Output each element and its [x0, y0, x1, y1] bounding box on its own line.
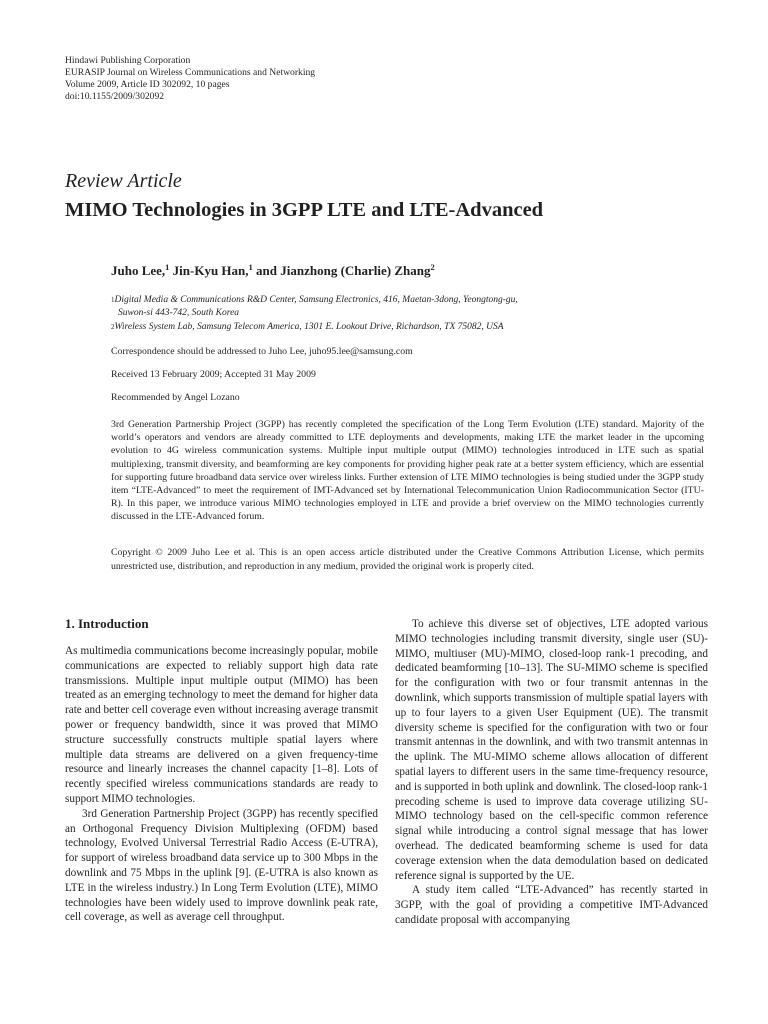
section-heading: 1. Introduction — [65, 616, 149, 631]
right-column — [395, 617, 708, 928]
doi: doi:10.1155/2009/302092 — [65, 91, 165, 102]
received-date: Received 13 February 2009; Accepted 31 May 2009 — [111, 369, 316, 380]
copyright-notice: Copyright © 2009 Juho Lee et al. This is an open access article distributed under the Creative Commons Attribution License, which permits unrestricted use, distribution, and reproduction in any medium, provided the original work is properly cited. — [111, 547, 704, 572]
affiliation-1 — [111, 294, 711, 320]
affiliation-2 — [111, 321, 711, 334]
paper-title: MIMO Technologies in 3GPP LTE and LTE-Advanced — [65, 199, 544, 221]
journal-header — [65, 55, 565, 103]
affiliation-mark: 1 — [111, 296, 115, 304]
author-name: and Jianzhong (Charlie) Zhang — [252, 263, 431, 278]
affiliation-text: Digital Media & Communications R&D Center, Samsung Electronics, 416, Maetan-3dong, Yeongtong-gu, — [114, 295, 518, 305]
affiliation-mark: 1 — [248, 262, 253, 272]
author-name: Jin-Kyu Han, — [169, 263, 249, 278]
paragraph: 3rd Generation Partnership Project (3GPP) has recently specified an Orthogonal Frequency Division Multiplexing (OFDM) based technology, Evolved Universal Terrestrial Radio Access (E-UTRA), for support of wireless broadband data service up to 300 Mbps in the downlink and 75 Mbps in the uplink [9]. (E-UTRA is also known as LTE in the wireless industry.) In Long Term Evolution (LTE), MIMO technologies have been widely used to improve downlink peak rate, cell coverage, as well as average cell throughput. — [65, 807, 378, 924]
affiliation-text: Suwon-si 443-742, South Korea — [118, 308, 240, 318]
volume-info: Volume 2009, Article ID 302092, 10 pages — [65, 79, 230, 90]
journal-name: EURASIP Journal on Wireless Communications and Networking — [65, 67, 316, 78]
paragraph: As multimedia communications become increasingly popular, mobile communications are expected to reliably support high data rate transmissions. Multiple input multiple output (MIMO) has been treated as an emerging technology to meet the demand for higher data rate and better cell coverage even without increasing average transmit power or frequency bandwidth, since it was proved that MIMO structure successfully constructs multiple spatial layers where multiple data streams are delivered on a given frequency-time resource and linearly increases the channel capacity [1–8]. Lots of recently specified wireless communications standards are ready to support MIMO technologies. — [65, 645, 378, 805]
abstract: 3rd Generation Partnership Project (3GPP) has recently completed the specification of the Long Term Evolution (LTE) standard. Majority of the world’s operators and vendors are already committed to LTE deployments and developments, making LTE the market leader in the upcoming evolution to 4G wireless communication systems. Multiple input multiple output (MIMO) technologies introduced in LTE such as spatial multiplexing, transmit diversity, and beamforming are key components for providing higher peak rate at a better system efficiency, which are essential for supporting future broadband data service over wireless links. Further extension of LTE MIMO technologies is being studied under the 3GPP study item “LTE-Advanced” to meet the requirement of IMT-Advanced set by International Telecommunication Union Radiocommunication Sector (ITU-R). In this paper, we introduce various MIMO technologies employed in LTE and provide a brief overview on the MIMO technologies currently discussed in the LTE-Advanced forum. — [111, 419, 704, 523]
recommended-by: Recommended by Angel Lozano — [111, 392, 240, 403]
paragraph: To achieve this diverse set of objectives, LTE adopted various MIMO technologies including transmit diversity, single user (SU)-MIMO, multiuser (MU)-MIMO, closed-loop rank-1 precoding, and dedicated beamforming [10–13]. The SU-MIMO scheme is specified for the configuration with two or four transmit antennas in the downlink, which supports transmission of multiple spatial layers with up to four layers to a given User Equipment (UE). The transmit diversity scheme is specified for the configuration with two or four transmit antennas in the downlink, and with two transmit antennas in the uplink. The MU-MIMO scheme allows allocation of different spatial layers to different users in the same time-frequency resource, and is supported in both uplink and downlink. The closed-loop rank-1 precoding scheme is used to improve data coverage utilizing SU-MIMO technology based on the cell-specific common reference signal while introducing a control signal message that has lower overhead. The dedicated beamforming scheme is used for data coverage extension when the data demodulation based on dedicated reference signal is supported by the UE. — [395, 618, 708, 882]
author-list — [111, 263, 671, 279]
author-name: Juho Lee, — [111, 263, 166, 278]
affiliation-mark: 2 — [430, 262, 435, 272]
affiliation-mark: 1 — [165, 262, 170, 272]
affiliation-mark: 2 — [111, 323, 115, 331]
left-column — [65, 644, 378, 925]
article-type: Review Article — [65, 170, 182, 192]
correspondence: Correspondence should be addressed to Juho Lee, juho95.lee@samsung.com — [111, 346, 413, 357]
publisher: Hindawi Publishing Corporation — [65, 55, 191, 66]
paragraph: A study item called “LTE-Advanced” has recently started in 3GPP, with the goal of providing a competitive IMT-Advanced candidate proposal with accompanying — [395, 884, 708, 926]
affiliation-text: Wireless System Lab, Samsung Telecom America, 1301 E. Lookout Drive, Richardson, TX 75082, USA — [114, 322, 504, 332]
